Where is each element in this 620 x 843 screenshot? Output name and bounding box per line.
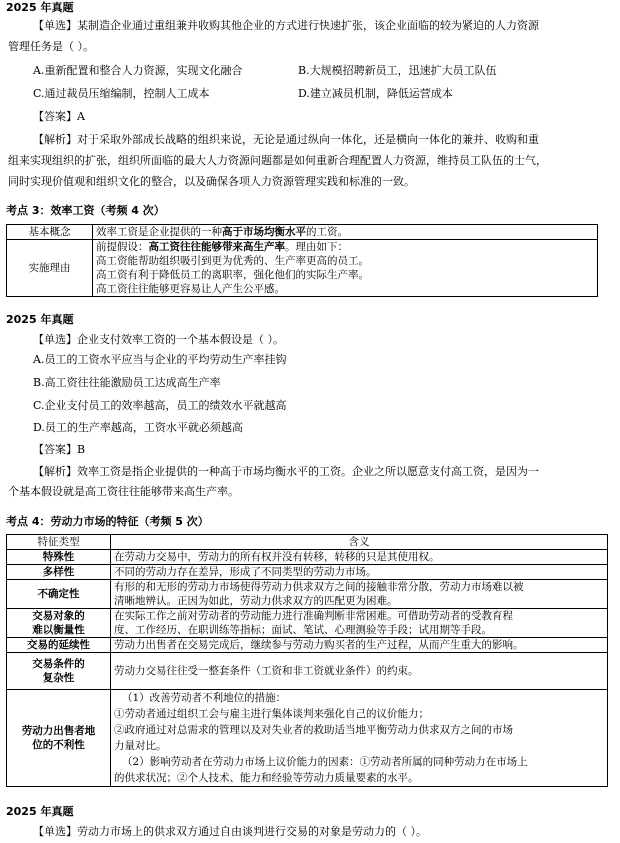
q2-year-heading: 2025 年真题 — [6, 313, 74, 326]
q1-year-heading: 2025 年真题 — [6, 1, 74, 14]
row-content: （1）改善劳动者不利地位的措施： ①劳动者通过组织工会与雇主进行集体谈判来强化自己的议价能力； ②政府通过对总需求的管理以及对失业者的救助适当地平衡劳动力供求双方之间的市场 力量对比。 （2）影响劳动者在劳动力市场上议价能力的因素：①劳动者所属的同种劳动力在市场上 的供求状况；②个人技术、能力和经验等劳动力质量要素的水平。 — [111, 690, 608, 787]
q2-option-a: A.员工的工资水平应当与企业的平均劳动生产率挂钩 — [33, 353, 287, 366]
table-row — [7, 609, 608, 638]
row-label-basic-concept: 基本概念 — [7, 225, 93, 240]
row-label: 劳动力出售者地 位的不利性 — [7, 690, 111, 787]
q2-stem: 【单选】企业支付效率工资的一个基本假设是（ ）。 — [33, 333, 284, 346]
header-feature-type: 特征类型 — [7, 535, 111, 550]
q1-stem-line2: 管理任务是（ ）。 — [8, 40, 94, 53]
point3-title: 考点 3：效率工资（考频 4 次） — [6, 204, 165, 217]
table-row — [7, 565, 608, 580]
q1-option-c: C.通过裁员压缩编制，控制人工成本 — [33, 87, 210, 100]
q1-explanation-line3: 同时实现价值观和组织文化的整合，以及确保各项人力资源管理实践和标准的一致。 — [8, 175, 415, 188]
table-row — [7, 653, 608, 690]
table-row — [7, 690, 608, 787]
row-label: 交易条件的 复杂性 — [7, 653, 111, 690]
q3-stem: 【单选】劳动力市场上的供求双方通过自由谈判进行交易的对象是劳动力的（ ）。 — [33, 825, 427, 838]
q3-year-heading: 2025 年真题 — [6, 805, 74, 818]
table-row — [7, 225, 598, 240]
row-label: 不确定性 — [7, 580, 111, 609]
q2-option-d: D.员工的生产率越高，工资水平就必须越高 — [33, 421, 243, 434]
q2-explanation-line1: 【解析】效率工资是指企业提供的一种高于市场均衡水平的工资。企业之所以愿意支付高工资，是因为一 — [33, 465, 539, 478]
row-content: 在劳动力交易中，劳动力的所有权并没有转移，转移的只是其使用权。 — [111, 550, 608, 565]
q1-explanation-line1: 【解析】对于采取外部成长战略的组织来说，无论是通过纵向一体化，还是横向一体化的兼并、收购和重 — [33, 133, 539, 146]
row-content: 在实际工作之前对劳动者的劳动能力进行准确判断非常困难。可借助劳动者的受教育程 度、工作经历、在职训练等指标；面试、笔试、心理测验等手段；试用期等手段。 — [111, 609, 608, 638]
q1-answer: 【答案】A — [33, 110, 85, 123]
row-content: 劳动力交易往往受一整套条件（工资和非工资就业条件）的约束。 — [111, 653, 608, 690]
row-label: 多样性 — [7, 565, 111, 580]
point4-title: 考点 4：劳动力市场的特征（考频 5 次） — [6, 515, 209, 528]
q1-explanation-line2: 组来实现组织的扩张，组织所面临的最大人力资源问题都是如何重新合理配置人力资源，维持员工队伍的士气， — [8, 154, 547, 167]
point3-table — [6, 224, 598, 297]
row-label: 交易对象的 难以衡量性 — [7, 609, 111, 638]
row-label: 交易的延续性 — [7, 638, 111, 653]
row-content-reasons: 前提假设：高工资往往能够带来高生产率。理由如下： 高工资能帮助组织吸引到更为优秀的、生产率更高的员工。 高工资有利于降低员工的离职率，强化他们的实际生产率。 高工资往往能够更容易让人产生公平感。 — [93, 240, 598, 297]
table-row — [7, 580, 608, 609]
q1-option-b: B.大规模招聘新员工，迅速扩大员工队伍 — [298, 64, 497, 77]
row-content: 不同的劳动力存在差异，形成了不同类型的劳动力市场。 — [111, 565, 608, 580]
table-row — [7, 550, 608, 565]
row-content-basic-concept: 效率工资是企业提供的一种高于市场均衡水平的工资。 — [93, 225, 598, 240]
q2-explanation-line2: 个基本假设就是高工资往往能够带来高生产率。 — [8, 485, 239, 498]
table-row — [7, 240, 598, 297]
row-label-reasons: 实施理由 — [7, 240, 93, 297]
q2-answer: 【答案】B — [33, 443, 86, 456]
table-header-row — [7, 535, 608, 550]
q1-stem-line1: 【单选】某制造企业通过重组兼并收购其他企业的方式进行快速扩张，该企业面临的较为紧迫的人力资源 — [33, 19, 539, 32]
row-label: 特殊性 — [7, 550, 111, 565]
header-meaning: 含义 — [111, 535, 608, 550]
table-row — [7, 638, 608, 653]
row-content: 劳动力出售者在交易完成后，继续参与劳动力购买者的生产过程，从而产生重大的影响。 — [111, 638, 608, 653]
q1-option-d: D.建立减员机制，降低运营成本 — [298, 87, 453, 100]
q2-option-c: C.企业支付员工的效率越高，员工的绩效水平就越高 — [33, 399, 287, 412]
row-content: 有形的和无形的劳动力市场使得劳动力供求双方之间的接触非常分散，劳动力市场难以被 清晰地辨认。正因为如此，劳动力供求双方的匹配更为困难。 — [111, 580, 608, 609]
q2-option-b: B.高工资往往能激励员工达成高生产率 — [33, 376, 221, 389]
q1-option-a: A.重新配置和整合人力资源，实现文化融合 — [33, 64, 243, 77]
point4-table — [6, 534, 608, 787]
